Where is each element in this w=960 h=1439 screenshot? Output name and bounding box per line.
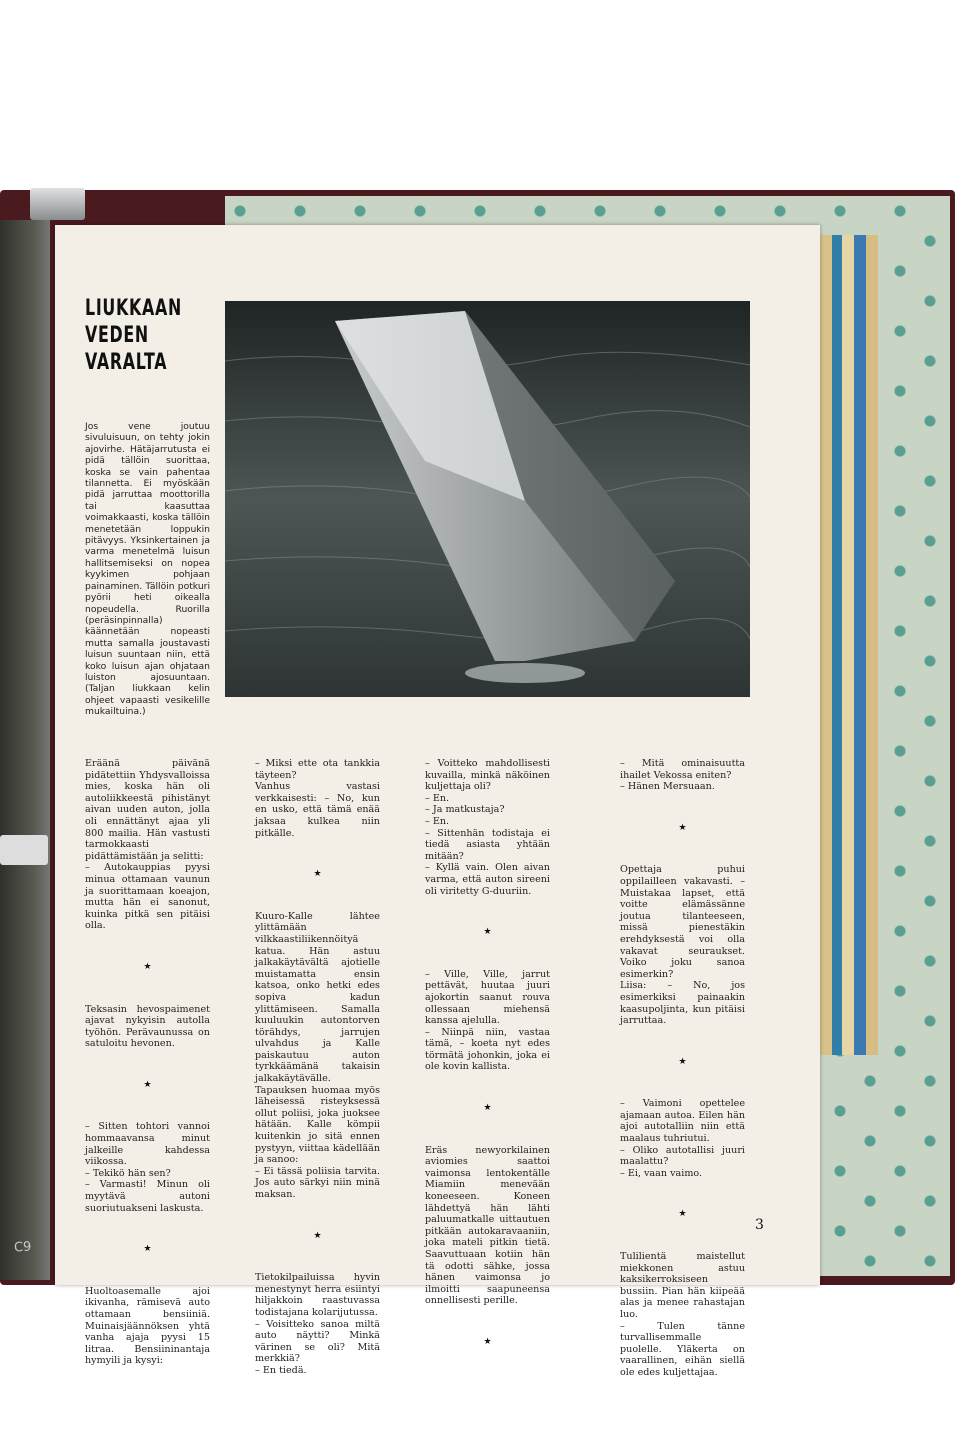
text-column-3 — [425, 758, 550, 1379]
spine — [0, 220, 50, 1280]
star-separator: ★ — [143, 1079, 152, 1090]
text-column-2 — [255, 758, 380, 1377]
star-separator: ★ — [143, 1244, 152, 1255]
page-number: 3 — [755, 1217, 764, 1233]
star-separator: ★ — [678, 822, 687, 833]
anecdote: – Ville, Ville, jarrut pettävät, huutaa juuri ajokortin saanut rouva ollessaan miehensä kanssa ajelulla. – Niinpä niin, vastaa tämä, – koeta nyt edes törmätä johonkin, joka ei ole kovin kallista. — [425, 968, 550, 1073]
boat-photo — [225, 301, 750, 697]
text-column-4 — [620, 758, 745, 1379]
star-separator: ★ — [483, 1103, 492, 1114]
page-edge — [820, 235, 832, 1055]
spine-label: C9 — [13, 1239, 32, 1256]
anecdote: Eräs newyorkilainen aviomies saattoi vaimonsa lentokentälle Miamiin menevään koneeseen. Koneen lähdettyä hän lähti paluumatkalle uittautuen pitkään autokaravaaniin, joka mateli pitkin tietä. Saavuttuaan kotiin hän tä odotti sähke, jossa hänen vaimonsa jo ilmoitti saapuneensa onnellisesti perille. — [425, 1144, 550, 1307]
star-separator: ★ — [483, 1336, 492, 1347]
binder-clip — [30, 188, 85, 220]
magazine-page — [55, 225, 820, 1378]
text-column-1 — [85, 758, 210, 1367]
page-edge — [866, 235, 878, 1055]
anecdote: – Mitä ominaisuutta ihailet Vekossa eniten? – Hänen Mersuaan. — [620, 758, 745, 793]
anecdote: – Vaimoni opettelee ajamaan autoa. Eilen hän ajoi autotalliin niin että maalaus tuhriutui. – Oliko autotallisi juuri maalattu? – Ei, vaan vaimo. — [620, 1098, 745, 1179]
anecdote: Teksasin hevospaimenet ajavat nykyisin autolla työhön. Perävaunussa on satuloitu hevonen. — [85, 1003, 210, 1050]
star-separator: ★ — [678, 1209, 687, 1220]
page-edge — [854, 235, 866, 1055]
anecdote: Kuuro-Kalle lähtee ylittämään vilkkaastiliikennöityä katua. Hän astuu jalkakäytävältä ajotielle muistamatta ensin katsoa, onko hetki edes sopiva kadun ylittämiseen. Samalla kuuluukin autontorven törähdys, jarrujen ulvahdus ja Kalle paiskautuu auton tyrkkäämänä takaisin jalkakäytävälle. Tapauksen huomaa myös läheisessä risteyksessä ollut poliisi, joka juoksee hätään. Kalle kömpii kuitenkin jo sitä ennen pystyyn, viittaa kädellään ja sanoo: – Ei tässä poliisia tarvita. Jos auto särkyi niin minä maksan. — [255, 910, 380, 1200]
star-separator: ★ — [143, 961, 152, 972]
star-separator: ★ — [678, 1056, 687, 1067]
anecdote: – Miksi ette ota tankkia täyteen? Vanhus vastasi verkkaisesti: – No, kun en usko, että tämä enää jaksaa kulkea niin pitkälle. — [255, 758, 380, 839]
anecdote: – Voitteko mahdollisesti kuvailla, minkä näköinen kuljettaja oli? – En. – Ja matkustaja? – En. – Sittenhän todistaja ei tiedä asiasta yhtään mitään? – Kyllä vain. Olen aivan varma, että auton sireeni oli viritetty G-duuriin. — [425, 758, 550, 897]
anecdote: Eräänä päivänä pidätettiin Yhdysvalloissa mies, koska hän oli autoliikkeestä pihistänyt aivan uuden auton, jolla oli ennättänyt ajaa yli 800 mailia. Hän vastusti tarmokkaasti pidättämistään ja selitti: – Autokauppias pyysi minua ottamaan vaunun ja suorittamaan koeajon, mutta hän ei sanonut, kuinka pitkä sen pitäisi olla. — [85, 758, 210, 932]
anecdote: Opettaja puhui oppilailleen vakavasti. – Muistakaa lapset, että voitte elämässänne joutua tilanteeseen, missä pienestäkin erehdyksestä voi olla vakavat seuraukset. Voiko joku sanoa esimerkin? Liisa: – No, jos esimerkiksi painaakin kaasupoljinta, kun pitäisi jarruttaa. — [620, 864, 745, 1027]
star-separator: ★ — [313, 1230, 322, 1241]
anecdote: Huoltoasemalle ajoi ikivanha, rämisevä auto ottamaan bensiiniä. Muinaisjäännöksen yhtä vanha ajaja pyysi 15 litraa. Bensiininantaja hymyili ja kysyi: — [85, 1285, 210, 1367]
article-headline: LIUKKAAN VEDEN VARALTA — [85, 296, 182, 375]
anecdote: Tietokilpailuissa hyvin menestynyt herra esiintyi hiljakkoin raastuvassa todistajana kolarijutussa. – Voisitteko sanoa miltä auto näytti? Minkä värinen se oli? Mitä merkkiä? – En tiedä. — [255, 1272, 380, 1376]
page-edge — [832, 235, 842, 1055]
star-separator: ★ — [313, 869, 322, 880]
anecdote: – Sitten tohtori vannoi hommaavansa minut jalkeille kahdessa viikossa. – Tekikö hän sen? – Varmasti! Minun oli myytävä autoni suoriutuakseni laskusta. — [85, 1121, 210, 1214]
star-separator: ★ — [483, 927, 492, 938]
article-intro: Jos vene joutuu sivuluisuun, on tehty jokin ajovirhe. Hätäjarrutusta ei pidä tällöin suorittaa, koska se vain pahentaa tilannetta. Ei myöskään pidä jarruttaa moottorilla tai kaasuttaa voimakkaasti, koska tällöin menetetään loppukin pitävyys. Yksinkertainen ja varma menetelmä luisun hallitsemiseksi on nopea kyykimen pohjaan painaminen. Tällöin potkuri pyörii heti oikealla nopeudella. Ruorilla (peräsinpinnalla) käännetään nopeasti mutta samalla joustavasti luisun suuntaan niin, että koko luisun ajan ohjataan luiston ajosuuntaan. (Taljan liukkaan kelin ohjeet vapaasti vesikelille mukailtuina.) — [85, 421, 210, 718]
anecdote: Tulilientä maistellut miekkonen astuu kaksikerroksiseen bussiin. Pian hän kiipeää alas ja menee rahastajan luo. – Tulen tänne turvallisemmalle puolelle. Yläkerta on vaarallinen, eihän siellä ole edes kuljettajaa. — [620, 1251, 745, 1378]
page-edge — [842, 235, 854, 1055]
binder-ring — [0, 835, 48, 865]
